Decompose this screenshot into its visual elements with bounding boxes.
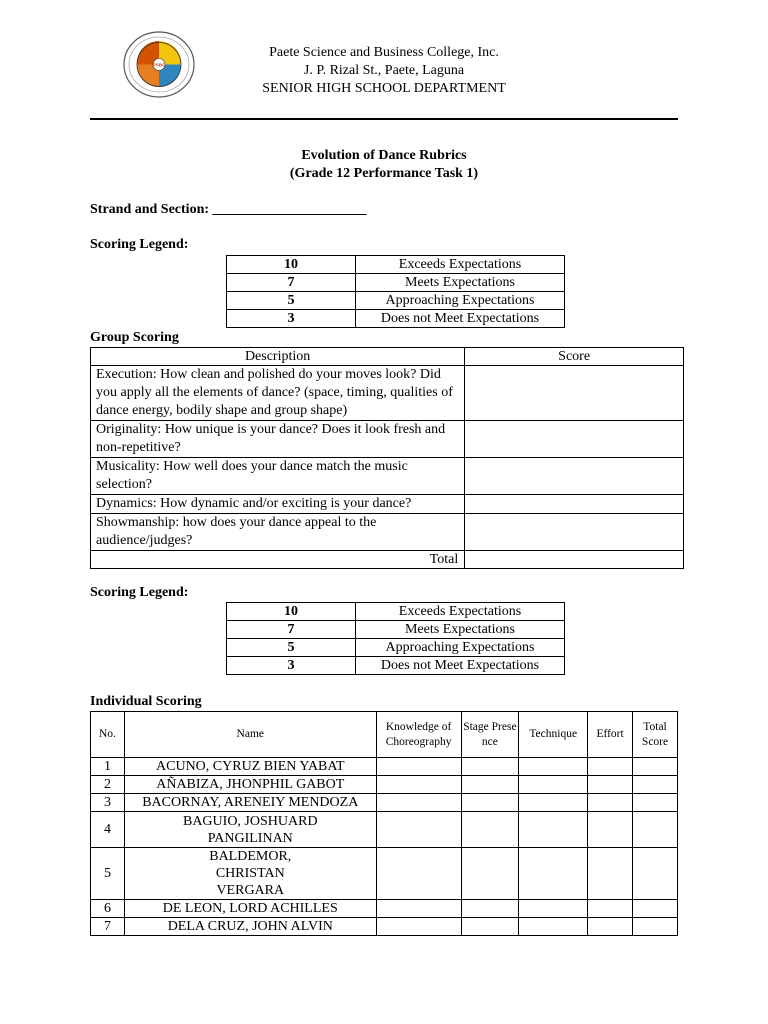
student-no: 6 [91,900,125,918]
stage-cell[interactable] [461,812,519,848]
student-name: DELA CRUZ, JOHN ALVIN [124,918,376,936]
group-criterion-row [91,421,684,458]
effort-cell[interactable] [588,758,633,776]
legend-meaning: Approaching Expectations [356,292,565,310]
student-row [91,758,678,776]
stage-cell[interactable] [461,918,519,936]
group-scoring-label: Group Scoring [90,330,179,345]
total-cell[interactable] [633,794,678,812]
stage-cell[interactable] [461,758,519,776]
group-total-row [91,551,684,569]
legend-meaning: Does not Meet Expectations [356,657,565,675]
effort-cell[interactable] [588,900,633,918]
header-name: Name [124,712,376,758]
legend-meaning: Exceeds Expectations [356,256,565,274]
effort-cell[interactable] [588,776,633,794]
total-score-cell[interactable] [465,551,684,569]
student-name: DE LEON, LORD ACHILLES [124,900,376,918]
criterion-dynamics: Dynamics: How dynamic and/or exciting is your dance? [91,495,465,514]
legend-score: 10 [227,256,356,274]
legend-row [227,292,565,310]
criterion-originality: Originality: How unique is your dance? Does it look fresh and non-repetitive? [91,421,465,458]
logo-text: PSBC [152,62,166,68]
student-name: BALDEMOR, CHRISTAN VERGARA [124,848,376,900]
scoring-legend-table [226,255,565,328]
legend-score: 5 [227,292,356,310]
student-no: 5 [91,848,125,900]
total-cell[interactable] [633,848,678,900]
scoring-legend-label: Scoring Legend: [90,237,189,252]
legend-row [227,657,565,675]
effort-cell[interactable] [588,918,633,936]
individual-scoring-table [90,711,678,936]
score-cell[interactable] [465,495,684,514]
header-effort: Effort [588,712,633,758]
stage-cell[interactable] [461,776,519,794]
legend-score: 3 [227,657,356,675]
legend-score: 5 [227,639,356,657]
group-description-header: Description [91,348,465,366]
student-no: 2 [91,776,125,794]
score-cell[interactable] [465,366,684,421]
score-cell[interactable] [465,421,684,458]
student-row [91,776,678,794]
total-label: Total [91,551,465,569]
student-no: 4 [91,812,125,848]
knowledge-cell[interactable] [376,900,461,918]
technique-cell[interactable] [519,776,588,794]
group-criterion-row [91,514,684,551]
knowledge-cell[interactable] [376,758,461,776]
effort-cell[interactable] [588,794,633,812]
legend-row [227,621,565,639]
school-address: J. P. Rizal St., Paete, Laguna [303,63,465,78]
technique-cell[interactable] [519,794,588,812]
student-name: BAGUIO, JOSHUARD PANGILINAN [124,812,376,848]
group-scoring-table [90,347,684,569]
student-row [91,812,678,848]
student-name: ACUNO, CYRUZ BIEN YABAT [124,758,376,776]
total-cell[interactable] [633,812,678,848]
legend-score: 10 [227,603,356,621]
technique-cell[interactable] [519,848,588,900]
department-name: SENIOR HIGH SCHOOL DEPARTMENT [262,81,506,96]
student-no: 7 [91,918,125,936]
student-no: 3 [91,794,125,812]
knowledge-cell[interactable] [376,812,461,848]
total-cell[interactable] [633,758,678,776]
knowledge-cell[interactable] [376,848,461,900]
student-no: 1 [91,758,125,776]
legend-meaning: Exceeds Expectations [356,603,565,621]
total-cell[interactable] [633,900,678,918]
technique-cell[interactable] [519,812,588,848]
legend-row [227,639,565,657]
scoring-legend-table-2 [226,602,565,675]
group-score-header: Score [465,348,684,366]
scoring-legend-label-2: Scoring Legend: [90,585,189,600]
total-cell[interactable] [633,776,678,794]
legend-score: 3 [227,310,356,328]
header-stage-presence: Stage Presence [461,712,519,758]
school-logo [123,31,195,98]
technique-cell[interactable] [519,918,588,936]
total-cell[interactable] [633,918,678,936]
knowledge-cell[interactable] [376,776,461,794]
strand-section-label: Strand and Section: [90,202,210,217]
header-technique: Technique [519,712,588,758]
legend-row [227,274,565,292]
stage-cell[interactable] [461,848,519,900]
group-criterion-row [91,458,684,495]
student-row [91,900,678,918]
stage-cell[interactable] [461,900,519,918]
legend-meaning: Approaching Expectations [356,639,565,657]
school-name: Paete Science and Business College, Inc. [269,45,499,60]
student-row [91,918,678,936]
header-divider [90,118,678,120]
student-name: AÑABIZA, JHONPHIL GABOT [124,776,376,794]
score-cell[interactable] [465,514,684,551]
header-no: No. [91,712,125,758]
criterion-execution: Execution: How clean and polished do your moves look? Did you apply all the elements of dance? (space, timing, qualities of dance energy, bodily shape and group shape) [91,366,465,421]
group-criterion-row [91,366,684,421]
student-name: BACORNAY, ARENEIY MENDOZA [124,794,376,812]
score-cell[interactable] [465,458,684,495]
legend-row [227,256,565,274]
header-knowledge: Knowledge of Choreography [376,712,461,758]
student-row [91,794,678,812]
legend-meaning: Does not Meet Expectations [356,310,565,328]
strand-section-field [90,202,367,218]
effort-cell[interactable] [588,812,633,848]
individual-scoring-label: Individual Scoring [90,694,202,709]
technique-cell[interactable] [519,758,588,776]
document-subtitle: (Grade 12 Performance Task 1) [289,166,479,181]
legend-score: 7 [227,274,356,292]
header-total-score: Total Score [633,712,678,758]
legend-meaning: Meets Expectations [356,274,565,292]
criterion-showmanship: Showmanship: how does your dance appeal to the audience/judges? [91,514,465,551]
stage-cell[interactable] [461,794,519,812]
legend-row [227,310,565,328]
group-criterion-row [91,495,684,514]
legend-score: 7 [227,621,356,639]
knowledge-cell[interactable] [376,918,461,936]
knowledge-cell[interactable] [376,794,461,812]
criterion-musicality: Musicality: How well does your dance match the music selection? [91,458,465,495]
legend-row [227,603,565,621]
legend-meaning: Meets Expectations [356,621,565,639]
student-row [91,848,678,900]
technique-cell[interactable] [519,900,588,918]
strand-section-blank: ______________________ [212,202,367,217]
effort-cell[interactable] [588,848,633,900]
document-title: Evolution of Dance Rubrics [301,148,467,163]
